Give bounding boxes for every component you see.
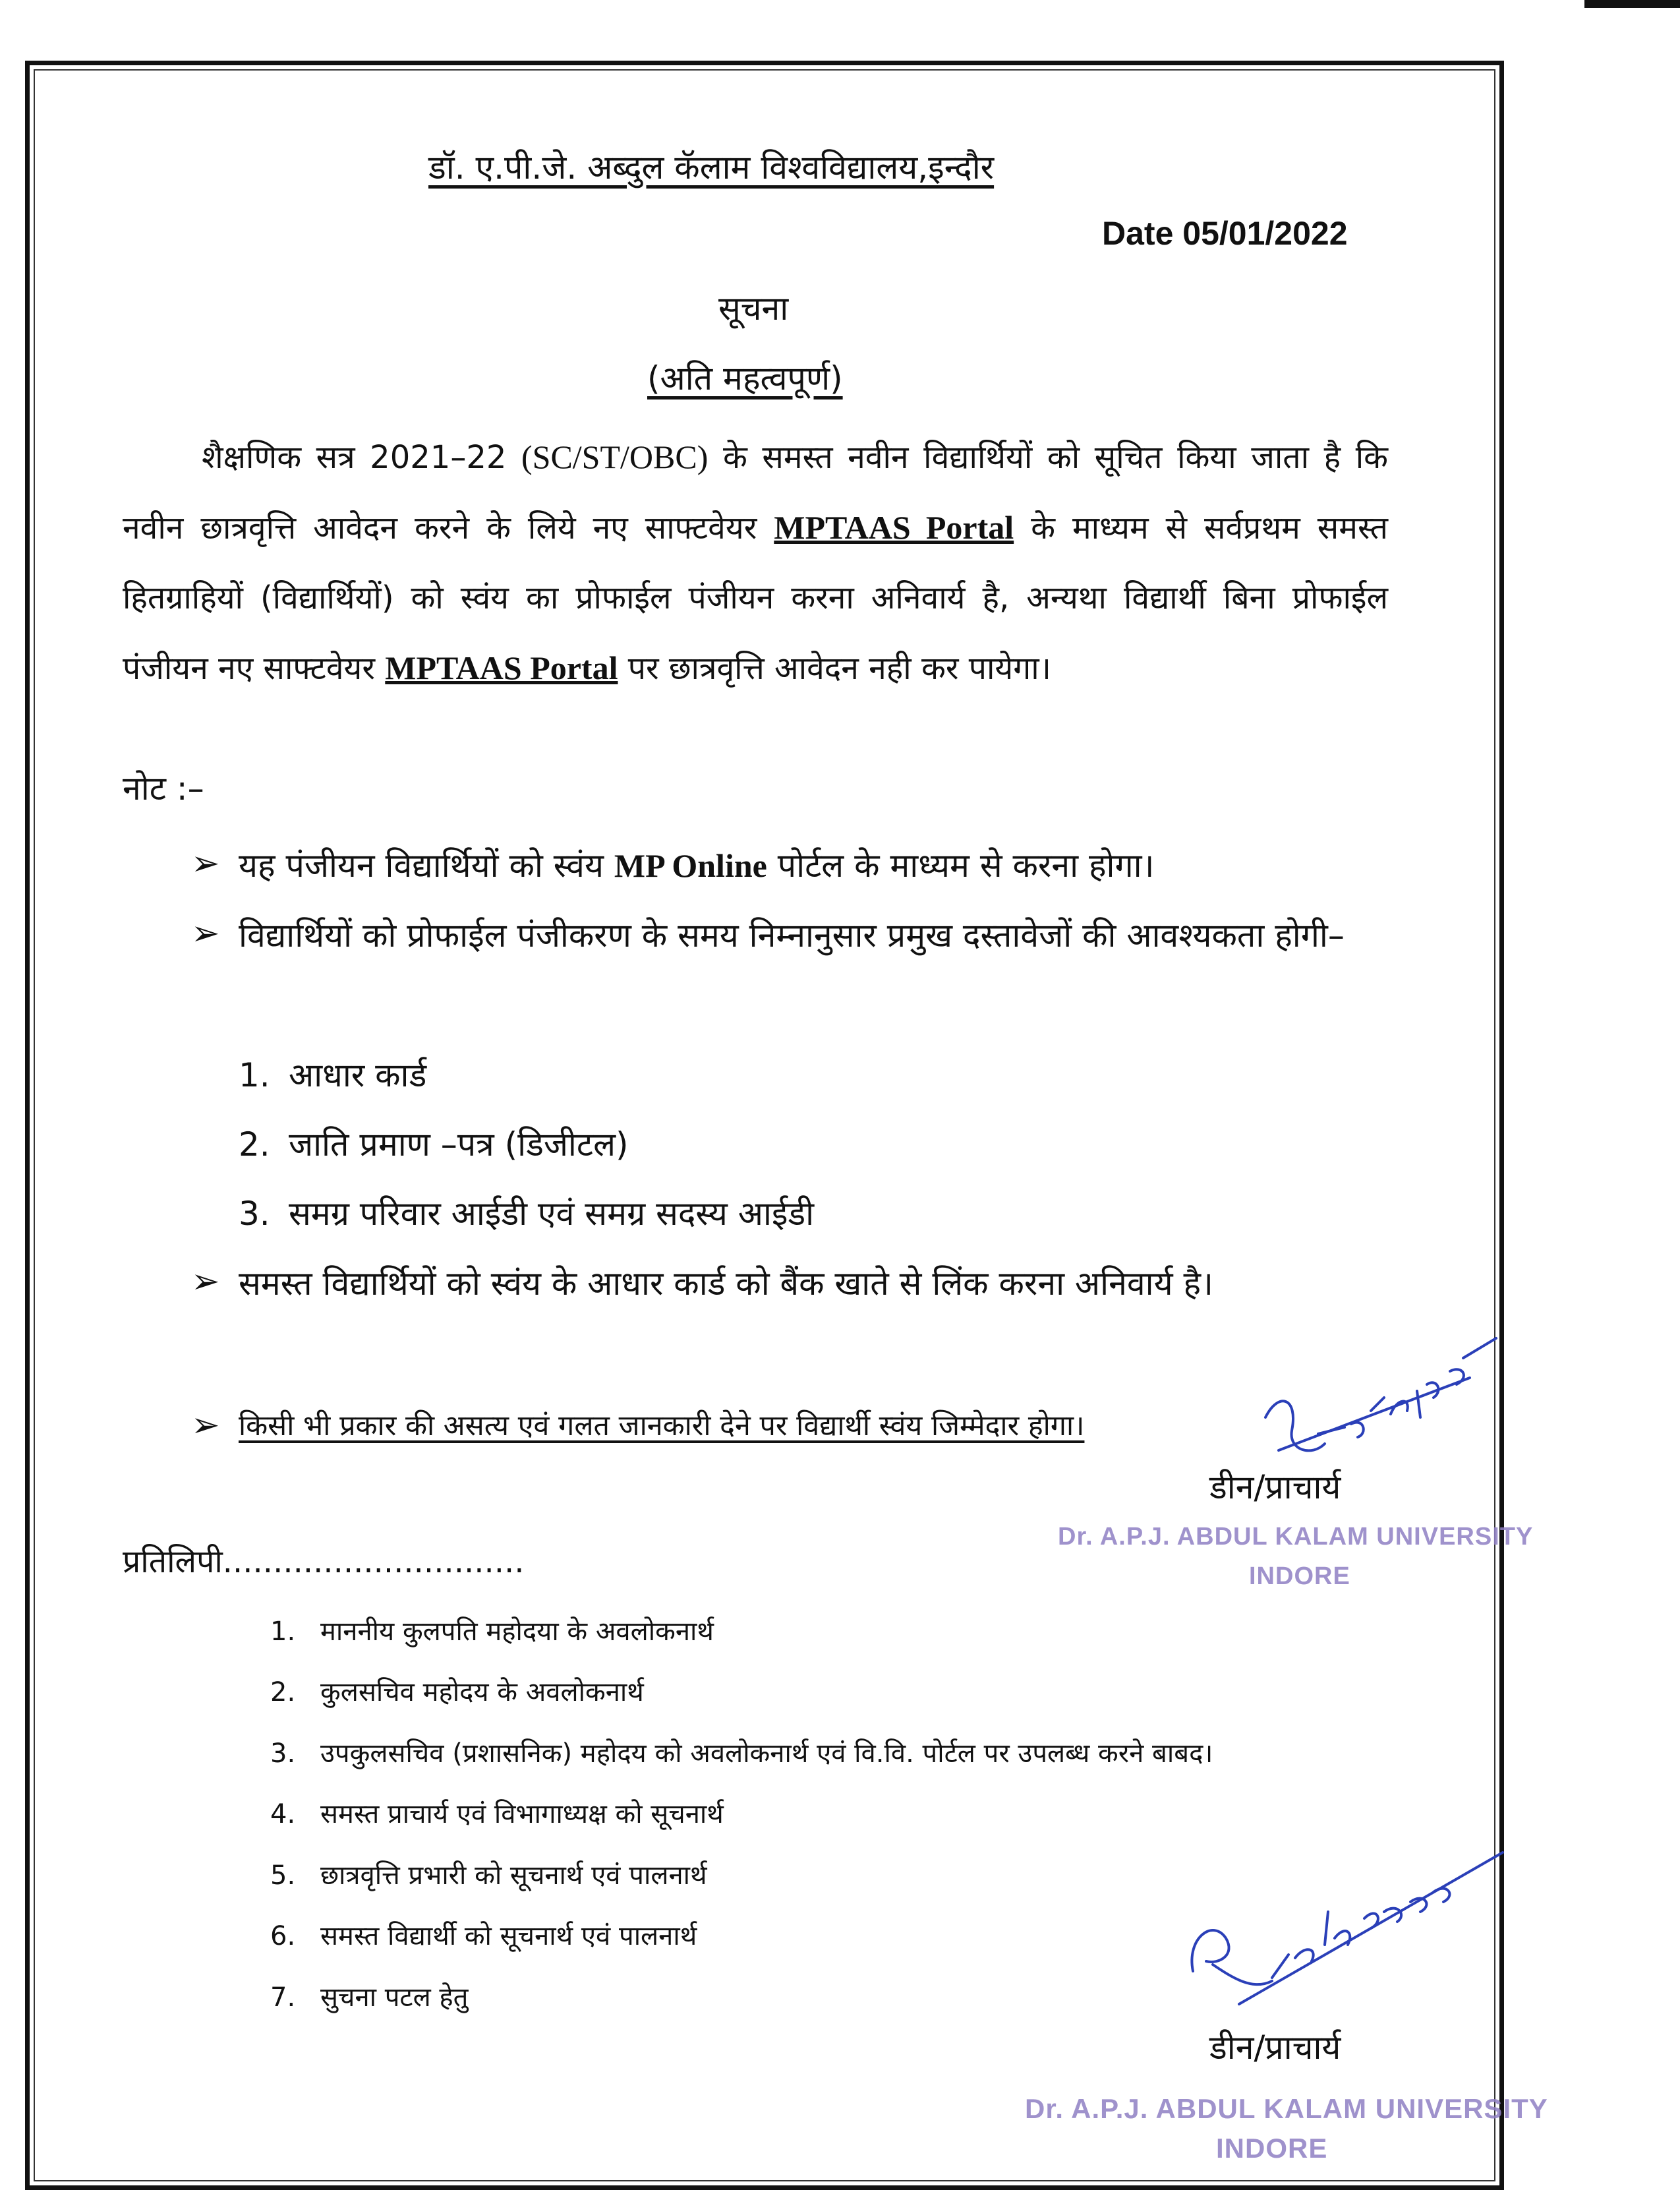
note-item-1 — [239, 831, 1385, 901]
signatory-title-2: डीन/प्राचार्य — [1209, 2028, 1341, 2067]
copy-text: छात्रवृत्ति प्रभारी को सूचनार्थ एवं पालनार्थ — [320, 1860, 707, 1891]
document-number: 3. — [239, 1195, 270, 1233]
bullet-arrow-icon: ➢ — [191, 1406, 220, 1445]
document-number: 2. — [239, 1125, 270, 1164]
copy-number: 5. — [270, 1860, 296, 1891]
copy-item — [270, 1794, 724, 1831]
note-item-3: समस्त विद्यार्थियों को स्वंय के आधार कार्ड को बैंक खाते से लिंक करना अनिवार्य है। — [239, 1264, 1213, 1303]
main-paragraph — [123, 422, 1388, 703]
scan-corner-mark — [1584, 0, 1680, 8]
copy-to-label: प्रतिलिपी.............................. — [123, 1543, 525, 1580]
document-item — [239, 1121, 629, 1166]
portal-name-2: MPTAAS Portal — [385, 649, 618, 686]
copy-item — [270, 1916, 697, 1953]
importance-label: (अति महत्वपूर्ण) — [647, 359, 843, 398]
copy-item — [270, 1856, 707, 1892]
copy-text: कुलसचिव महोदय के अवलोकनार्थ — [320, 1677, 644, 1707]
bullet-arrow-icon: ➢ — [191, 914, 220, 953]
university-stamp-2: Dr. A.P.J. ABDUL KALAM UNIVERSITY — [1025, 2093, 1548, 2124]
copy-item — [270, 1734, 1213, 1770]
copy-text: उपकुलसचिव (प्रशासनिक) महोदय को अवलोकनार्थ एवं वि.वि. पोर्टल पर उपलब्ध करने बाबद। — [320, 1738, 1213, 1769]
document-name: समग्र परिवार आईडी एवं समग्र सदस्य आईडी — [289, 1195, 815, 1233]
university-stamp-1-city: INDORE — [1249, 1562, 1350, 1590]
copy-text: माननीय कुलपति महोदया के अवलोकनार्थ — [320, 1616, 714, 1647]
note-item-2: विद्यार्थियों को प्रोफाईल पंजीकरण के समय निम्नानुसार प्रमुख दस्तावेजों की आवश्यकता होगी– — [239, 916, 1345, 955]
copy-item — [270, 1672, 644, 1709]
document-name: जाति प्रमाण –पत्र (डिजीटल) — [289, 1125, 629, 1164]
para-text-3: के माध्यम से सर्वप्रथम समस्त हितग्राहियों (विद्यार्थियों) को स्वंय का प्रोफाईल पंजीयन करना अनिवार्य है, अन्यथा विद्यार्थी बिना प्रोफाईल पंजीयन नए साफ्टवेयर — [123, 510, 1388, 687]
portal-name-1: MPTAAS Portal — [774, 509, 1014, 546]
signature-2-icon — [1173, 1839, 1516, 2037]
document-item — [239, 1051, 426, 1096]
copy-text: सुचना पटल हेतु — [320, 1982, 469, 2013]
notice-date: Date 05/01/2022 — [1102, 215, 1348, 252]
copy-item — [270, 1612, 714, 1648]
copy-number: 6. — [270, 1921, 296, 1951]
document-number: 1. — [239, 1056, 270, 1094]
university-title: डॉ. ए.पी.जे. अब्दुल कॅलाम विश्वविद्यालय,इन्दौर — [428, 148, 995, 187]
note-item-4: किसी भी प्रकार की असत्य एवं गलत जानकारी देने पर विद्यार्थी स्वंय जिम्मेदार होगा। — [239, 1409, 1085, 1442]
copy-number: 2. — [270, 1677, 296, 1707]
copy-text: समस्त विद्यार्थी को सूचनार्थ एवं पालनार्थ — [320, 1921, 697, 1951]
document-name: आधार कार्ड — [289, 1056, 427, 1094]
para-text-1: शैक्षणिक सत्र 2021–22 — [202, 439, 521, 476]
para-text-2: के समस्त नवीन विद्यार्थियों को सूचित किया जाता है कि नवीन छात्रवृत्ति आवेदन करने के लिये नए साफ्टवेयर — [123, 439, 1389, 547]
bullet-arrow-icon: ➢ — [191, 1262, 220, 1301]
notice-heading: सूचना — [718, 289, 789, 328]
category-text: (SC/ST/OBC) — [521, 438, 709, 475]
para-text-4: पर छात्रवृत्ति आवेदन नही कर पायेगा। — [618, 650, 1051, 687]
bullet-arrow-icon: ➢ — [191, 844, 220, 883]
copy-item — [270, 1978, 468, 2014]
university-stamp-2-city: INDORE — [1216, 2133, 1328, 2164]
copy-number: 1. — [270, 1616, 296, 1647]
document-item — [239, 1190, 814, 1235]
university-stamp-1: Dr. A.P.J. ABDUL KALAM UNIVERSITY — [1058, 1523, 1534, 1551]
note-1-text: यह पंजीयन विद्यार्थियों को स्वंय — [239, 846, 614, 885]
copy-number: 3. — [270, 1738, 296, 1769]
copy-text: समस्त प्राचार्य एवं विभागाध्यक्ष को सूचनार्थ — [320, 1799, 724, 1829]
copy-number: 7. — [270, 1982, 296, 2013]
copy-number: 4. — [270, 1799, 296, 1829]
note-1-text-end: पोर्टल के माध्यम से करना होगा। — [767, 846, 1155, 885]
signatory-title-1: डीन/प्राचार्य — [1209, 1468, 1341, 1506]
note-label: नोट :– — [123, 769, 204, 808]
mp-online-text: MP Online — [614, 847, 767, 884]
